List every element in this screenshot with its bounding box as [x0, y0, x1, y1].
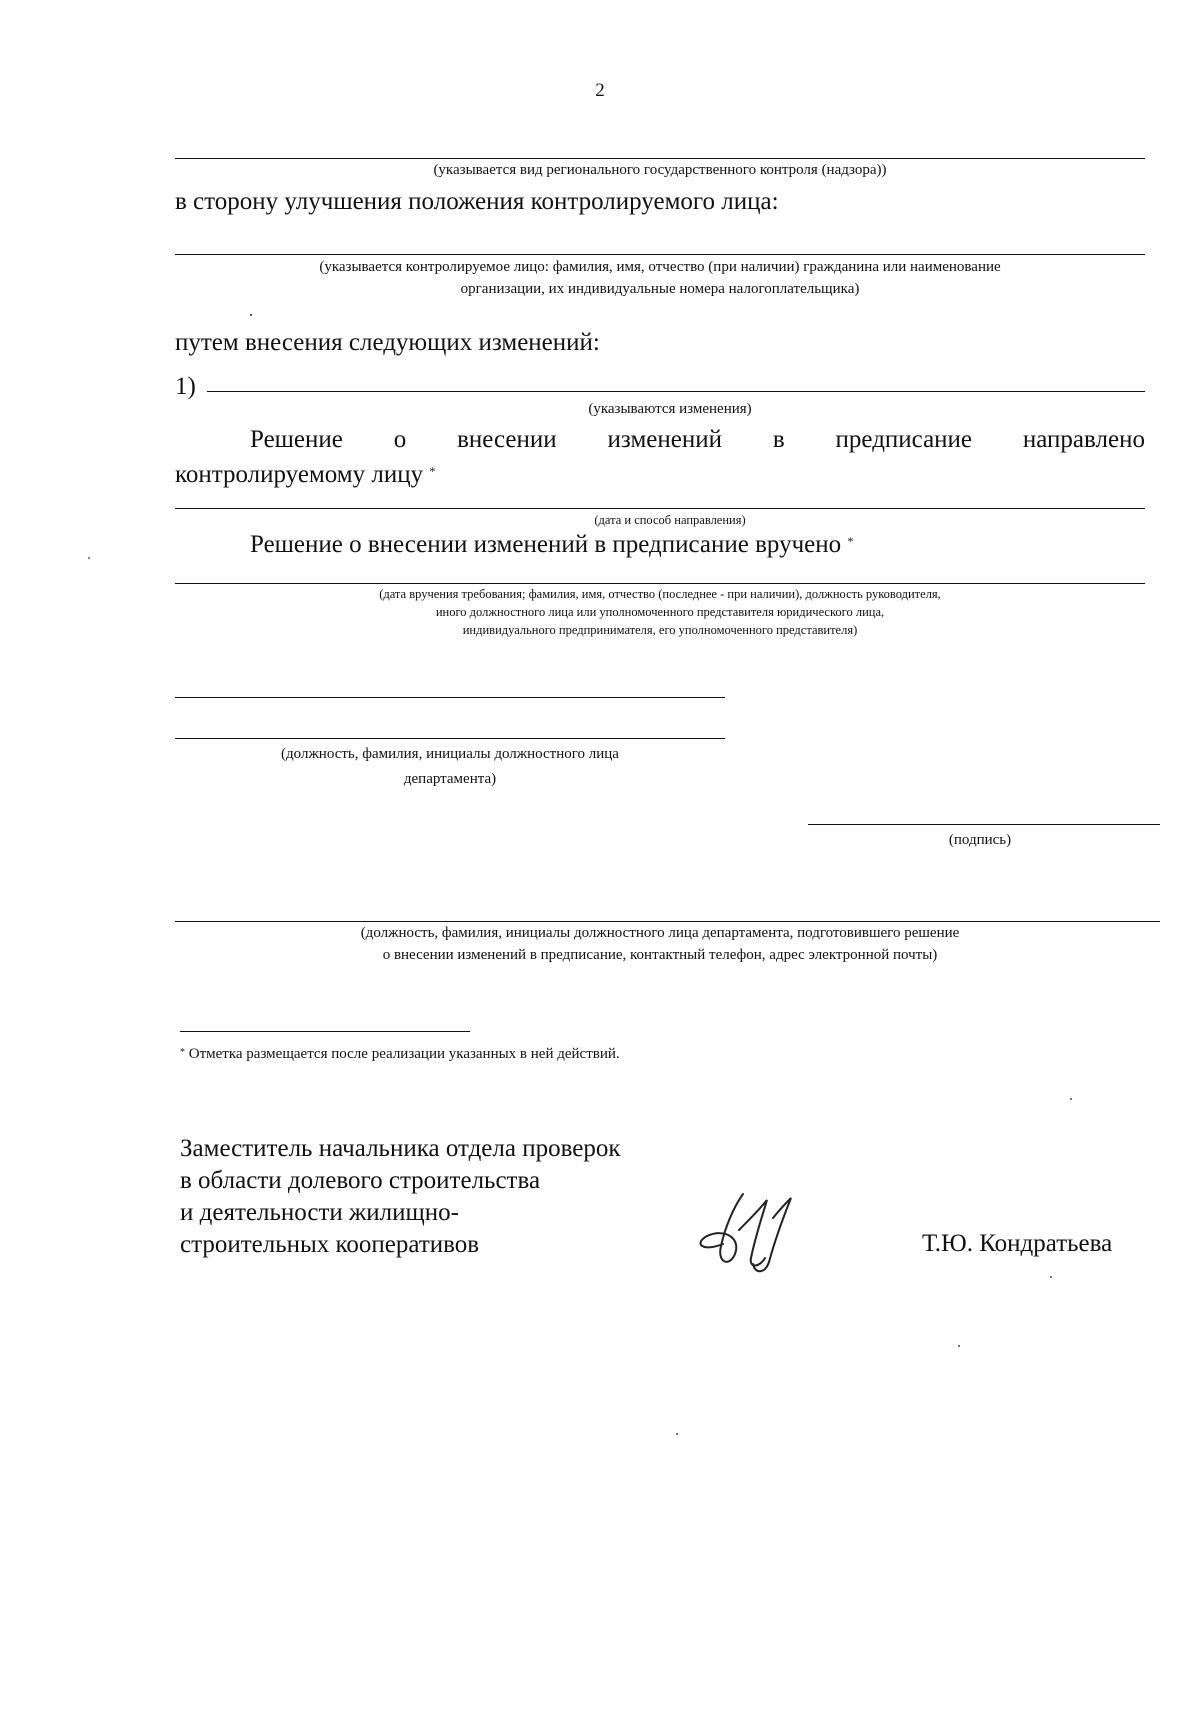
signer-position	[180, 1133, 621, 1261]
change-item-number: 1)	[175, 373, 196, 400]
decision-sent-row	[250, 425, 1145, 455]
decision-sent-line2	[175, 460, 435, 490]
signer-position-line: и деятельности жилищно-	[180, 1199, 459, 1226]
decision-word: Решение	[250, 426, 343, 453]
decision-word: о	[393, 426, 407, 453]
scan-speck	[1070, 1098, 1072, 1100]
signature-line	[808, 824, 1160, 825]
sent-caption: (дата и способ направления)	[594, 513, 746, 527]
signer-position-line: строительных кооперативов	[180, 1231, 480, 1258]
signer-name: Т.Ю. Кондратьева	[922, 1230, 1113, 1257]
page-number: 2	[595, 80, 605, 101]
decision-handed	[250, 530, 853, 560]
decision-word: внесении	[457, 426, 557, 453]
official-line-2	[175, 738, 725, 739]
signature-caption: (подпись)	[948, 832, 1012, 848]
controlled-person-caption-2: организации, их индивидуальные номера налогоплательщика)	[460, 281, 860, 297]
sent-line	[175, 508, 1145, 509]
official-line-1	[175, 697, 725, 698]
preparer-caption-2: о внесении изменений в предписание, контактный телефон, адрес электронной почты)	[382, 947, 938, 963]
improvement-line: в сторону улучшения положения контролируемого лица:	[175, 188, 779, 215]
preparer-line	[175, 921, 1160, 922]
handed-caption-1: (дата вручения требования; фамилия, имя, отчество (последнее - при наличии), должность руководителя,	[379, 587, 941, 601]
decision-word: изменений	[607, 426, 722, 453]
control-type-caption: (указывается вид регионального государственного контроля (надзора))	[433, 162, 887, 178]
scan-speck	[958, 1345, 960, 1347]
scan-speck	[250, 314, 252, 316]
asterisk-mark: *	[429, 464, 436, 478]
change-item-line	[207, 391, 1145, 392]
controlled-person-line	[175, 254, 1145, 255]
footnote	[180, 1045, 620, 1064]
handed-caption-2: иного должностного лица или уполномоченного представителя юридического лица,	[435, 605, 885, 619]
signer-position-line: Заместитель начальника отдела проверок	[180, 1135, 621, 1162]
asterisk-mark: *	[847, 534, 854, 548]
decision-handed-text: Решение о внесении изменений в предписание вручено	[250, 531, 842, 558]
footnote-mark: *	[180, 1047, 185, 1058]
handed-line	[175, 583, 1145, 584]
footnote-separator	[180, 1031, 470, 1032]
official-caption-2: департамента)	[403, 771, 497, 787]
signer-position-line: в области долевого строительства	[180, 1167, 541, 1194]
scan-speck	[1050, 1276, 1052, 1278]
handed-caption-3: индивидуального предпринимателя, его уполномоченного представителя)	[462, 623, 858, 637]
control-type-line	[175, 158, 1145, 159]
footnote-text: Отметка размещается после реализации указанных в ней действий.	[188, 1046, 620, 1062]
decision-word: в	[772, 426, 785, 453]
controlled-person-caption-1: (указывается контролируемое лицо: фамилия, имя, отчество (при наличии) гражданина или наименование	[319, 259, 1001, 275]
scan-speck	[88, 557, 90, 559]
changes-caption: (указываются изменения)	[588, 401, 752, 417]
preparer-caption-1: (должность, фамилия, инициалы должностного лица департамента, подготовившего решение	[360, 925, 960, 941]
decision-word: предписание	[835, 426, 973, 453]
decision-sent-line2-text: контролируемому лицу	[175, 461, 424, 488]
changes-intro: путем внесения следующих изменений:	[175, 329, 600, 356]
decision-word: направлено	[1022, 426, 1145, 453]
handwritten-signature	[695, 1188, 805, 1278]
scan-speck	[676, 1433, 678, 1435]
official-caption-1: (должность, фамилия, инициалы должностного лица	[281, 746, 619, 762]
